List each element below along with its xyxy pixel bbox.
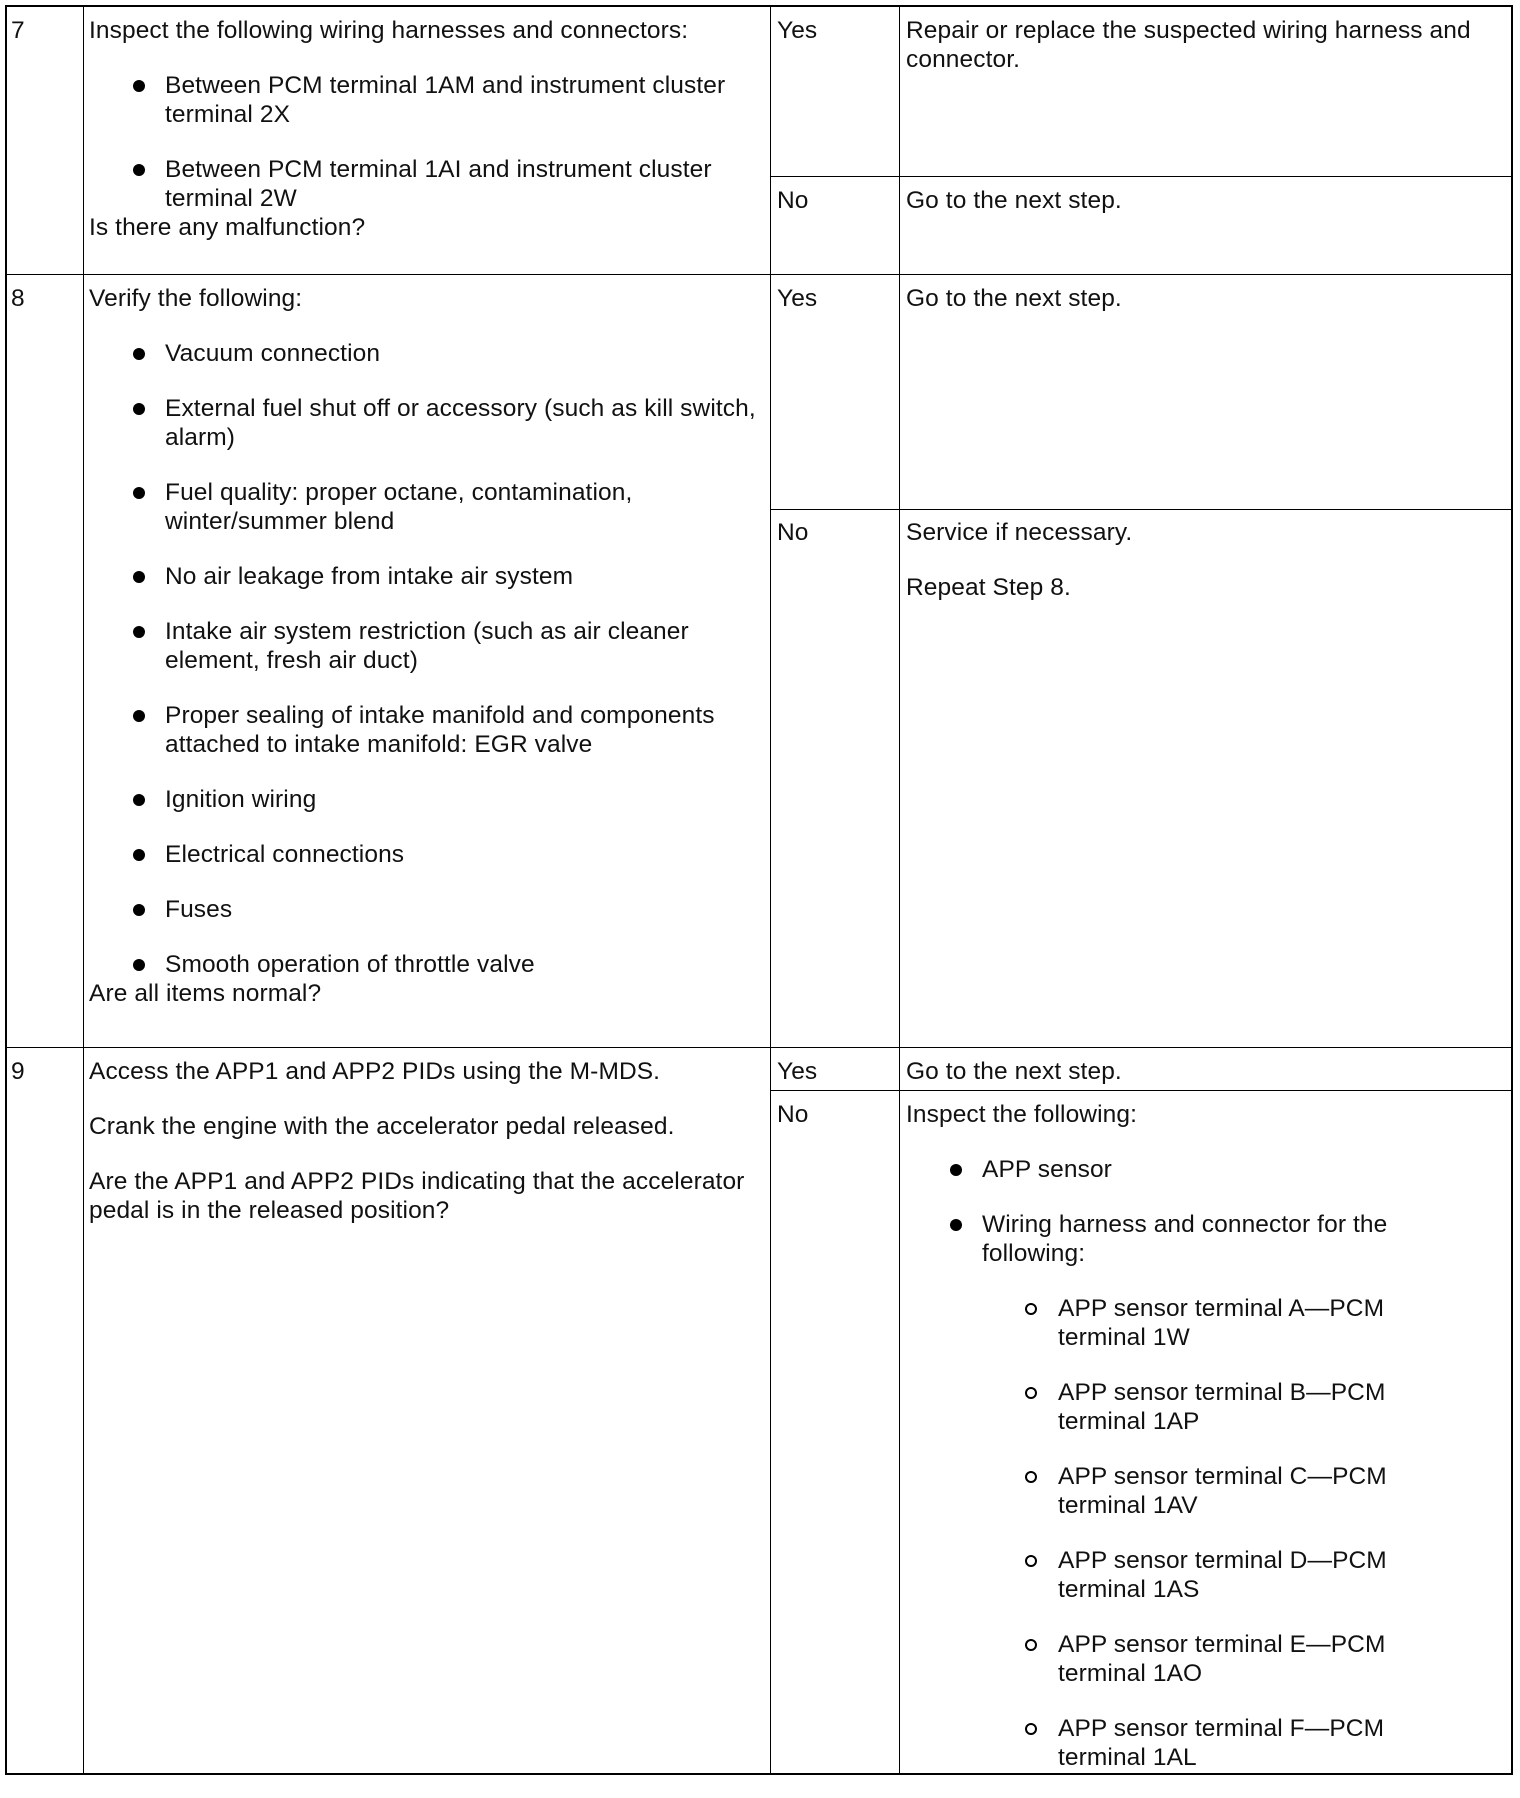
no-result-intro: Inspect the following:: [906, 1101, 1138, 1128]
sublist-item: APP sensor terminal F—PCM terminal 1AL: [982, 1714, 1388, 1772]
no-result-line: Repeat Step 8.: [906, 574, 1071, 601]
list-item: [906, 1210, 1406, 1268]
action-question: Are the APP1 and APP2 PIDs indicating that the accelerator pedal is in the released position?: [89, 1168, 745, 1224]
sublist-item: APP sensor terminal C—PCM terminal 1AV: [982, 1462, 1388, 1520]
terminal-sublist: [982, 1294, 1406, 1772]
list-item: Proper sealing of intake manifold and components attached to intake manifold: EGR valve: [89, 701, 769, 759]
action-paragraph: Crank the engine with the accelerator pedal released.: [89, 1113, 675, 1140]
row-divider-8-9: [7, 1047, 1511, 1048]
yes-label: Yes: [777, 1058, 818, 1085]
yes-result: Repair or replace the suspected wiring harness and connector.: [906, 17, 1471, 73]
list-item: Between PCM terminal 1AM and instrument cluster terminal 2X: [89, 71, 769, 129]
no-result: Go to the next step.: [906, 187, 1122, 214]
row-divider-7-8: [7, 274, 1511, 275]
action-bullet-list: [89, 71, 769, 213]
list-item: APP sensor: [906, 1155, 1406, 1184]
action-intro: Verify the following:: [89, 285, 303, 312]
list-item: No air leakage from intake air system: [89, 562, 769, 591]
troubleshooting-table: [5, 5, 1513, 1775]
list-item: Fuses: [89, 895, 769, 924]
column-divider-answer: [899, 7, 900, 1773]
list-item: Electrical connections: [89, 840, 769, 869]
no-label: No: [777, 519, 809, 546]
row8-yes-no-divider: [770, 509, 1511, 510]
step-9-action: [89, 1057, 769, 1251]
no-result-line: Service if necessary.: [906, 519, 1133, 546]
yes-label: Yes: [777, 17, 818, 44]
yes-result: Go to the next step.: [906, 1058, 1122, 1085]
list-item: Vacuum connection: [89, 339, 769, 368]
no-label: No: [777, 187, 809, 214]
list-item: Between PCM terminal 1AI and instrument cluster terminal 2W: [89, 155, 769, 213]
no-label: No: [777, 1101, 809, 1128]
inspect-bullet-list: [906, 1155, 1406, 1268]
action-paragraph: Access the APP1 and APP2 PIDs using the M-MDS.: [89, 1058, 661, 1085]
action-question: Are all items normal?: [89, 980, 322, 1007]
column-divider-step: [83, 7, 84, 1773]
list-item-text: Wiring harness and connector for the following:: [982, 1211, 1388, 1267]
step-number: 7: [11, 17, 25, 44]
action-question: Is there any malfunction?: [89, 214, 366, 241]
no-result: [906, 1100, 1406, 1798]
step-number: 8: [11, 285, 25, 312]
action-bullet-list: [89, 339, 769, 979]
sublist-item: APP sensor terminal D—PCM terminal 1AS: [982, 1546, 1388, 1604]
sublist-item: APP sensor terminal E—PCM terminal 1AO: [982, 1630, 1388, 1688]
row9-yes-no-divider: [770, 1090, 1511, 1091]
sublist-item: APP sensor terminal B—PCM terminal 1AP: [982, 1378, 1388, 1436]
step-number: 9: [11, 1058, 25, 1085]
column-divider-action: [770, 7, 771, 1773]
list-item: Fuel quality: proper octane, contamination, winter/summer blend: [89, 478, 769, 536]
yes-result: Go to the next step.: [906, 285, 1122, 312]
sublist-item: APP sensor terminal A—PCM terminal 1W: [982, 1294, 1388, 1352]
no-result: [906, 518, 1506, 628]
list-item: Ignition wiring: [89, 785, 769, 814]
step-8-action: [89, 284, 769, 1034]
list-item: External fuel shut off or accessory (such as kill switch, alarm): [89, 394, 769, 452]
row7-yes-no-divider: [770, 176, 1511, 177]
step-7-action: [89, 16, 769, 268]
list-item: Smooth operation of throttle valve: [89, 950, 769, 979]
action-intro: Inspect the following wiring harnesses and connectors:: [89, 17, 689, 44]
yes-label: Yes: [777, 285, 818, 312]
list-item: Intake air system restriction (such as air cleaner element, fresh air duct): [89, 617, 769, 675]
